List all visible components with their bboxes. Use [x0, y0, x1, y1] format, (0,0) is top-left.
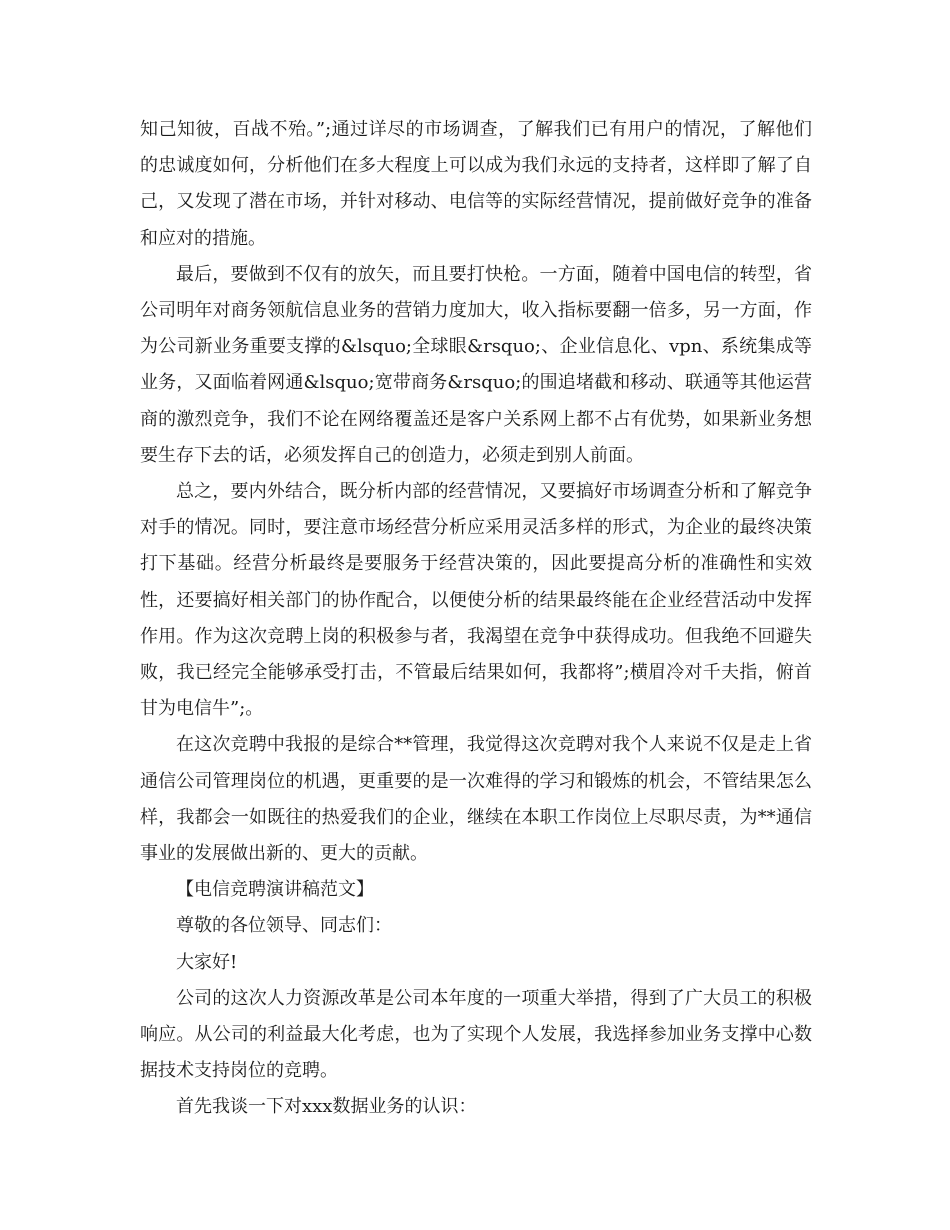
paragraph-1: 知己知彼，百战不殆。”;通过详尽的市场调查，了解我们已有用户的情况，了解他们的忠诚度如何，分析他们在多大程度上可以成为我们永远的支持者，这样即了解了自己，又发现了潜在市场，并针对移动、电信等的实际经营情况，提前做好竞争的准备和应对的措施。 — [140, 119, 812, 249]
document-body — [140, 112, 812, 1126]
paragraph-2: 最后，要做到不仅有的放矢，而且要打快枪。一方面，随着中国电信的转型，省公司明年对商务领航信息业务的营销力度加大，收入指标要翻一倍多，另一方面，作为公司新业务重要支撑的&lsquo;全球眼&rsquo;、企业信息化、vpn、系统集成等业务，又面临着网通&lsquo;宽带商务&rsquo;的围追堵截和移动、联通等其他运营商的激烈竞争，我们不论在网络覆盖还是客户关系网上都不占有优势，如果新业务想要生存下去的话，必须发挥自己的创造力，必须走到别人前面。 — [140, 263, 812, 466]
salutation: 尊敬的各位领导、同志们： — [176, 915, 392, 937]
greeting: 大家好! — [176, 951, 238, 973]
paragraph-4: 在这次竞聘中我报的是综合**管理，我觉得这次竞聘对我个人来说不仅是走上省通信公司管理岗位的机遇，更重要的是一次难得的学习和锻炼的机会，不管结果怎么样，我都会一如既往的热爱我们的企业，继续在本职工作岗位上尽职尽责，为**通信事业的发展做出新的、更大的贡献。 — [140, 734, 812, 865]
paragraph-3: 总之，要内外结合，既分析内部的经营情况，又要搞好市场调查分析和了解竞争对手的情况。同时，要注意市场经营分析应采用灵活多样的形式，为企业的最终决策打下基础。经营分析最终是要服务于经营决策的，因此要提高分析的准确性和实效性，还要搞好相关部门的协作配合，以便使分析的结果最终能在企业经营活动中发挥作用。作为这次竞聘上岗的积极参与者，我渴望在竞争中获得成功。但我绝不回避失败，我已经完全能够承受打击，不管最后结果如何，我都将”;横眉冷对千夫指，俯首甘为电信牛”;。 — [140, 481, 812, 720]
paragraph-9: 首先我谈一下对xxx数据业务的认识： — [176, 1096, 477, 1118]
paragraph-8: 公司的这次人力资源改革是公司本年度的一项重大举措，得到了广大员工的积极响应。从公司的利益最大化考虑，也为了实现个人发展，我选择参加业务支撑中心数据技术支持岗位的竞聘。 — [140, 987, 812, 1082]
section-heading: 【电信竞聘演讲稿范文】 — [176, 879, 374, 901]
